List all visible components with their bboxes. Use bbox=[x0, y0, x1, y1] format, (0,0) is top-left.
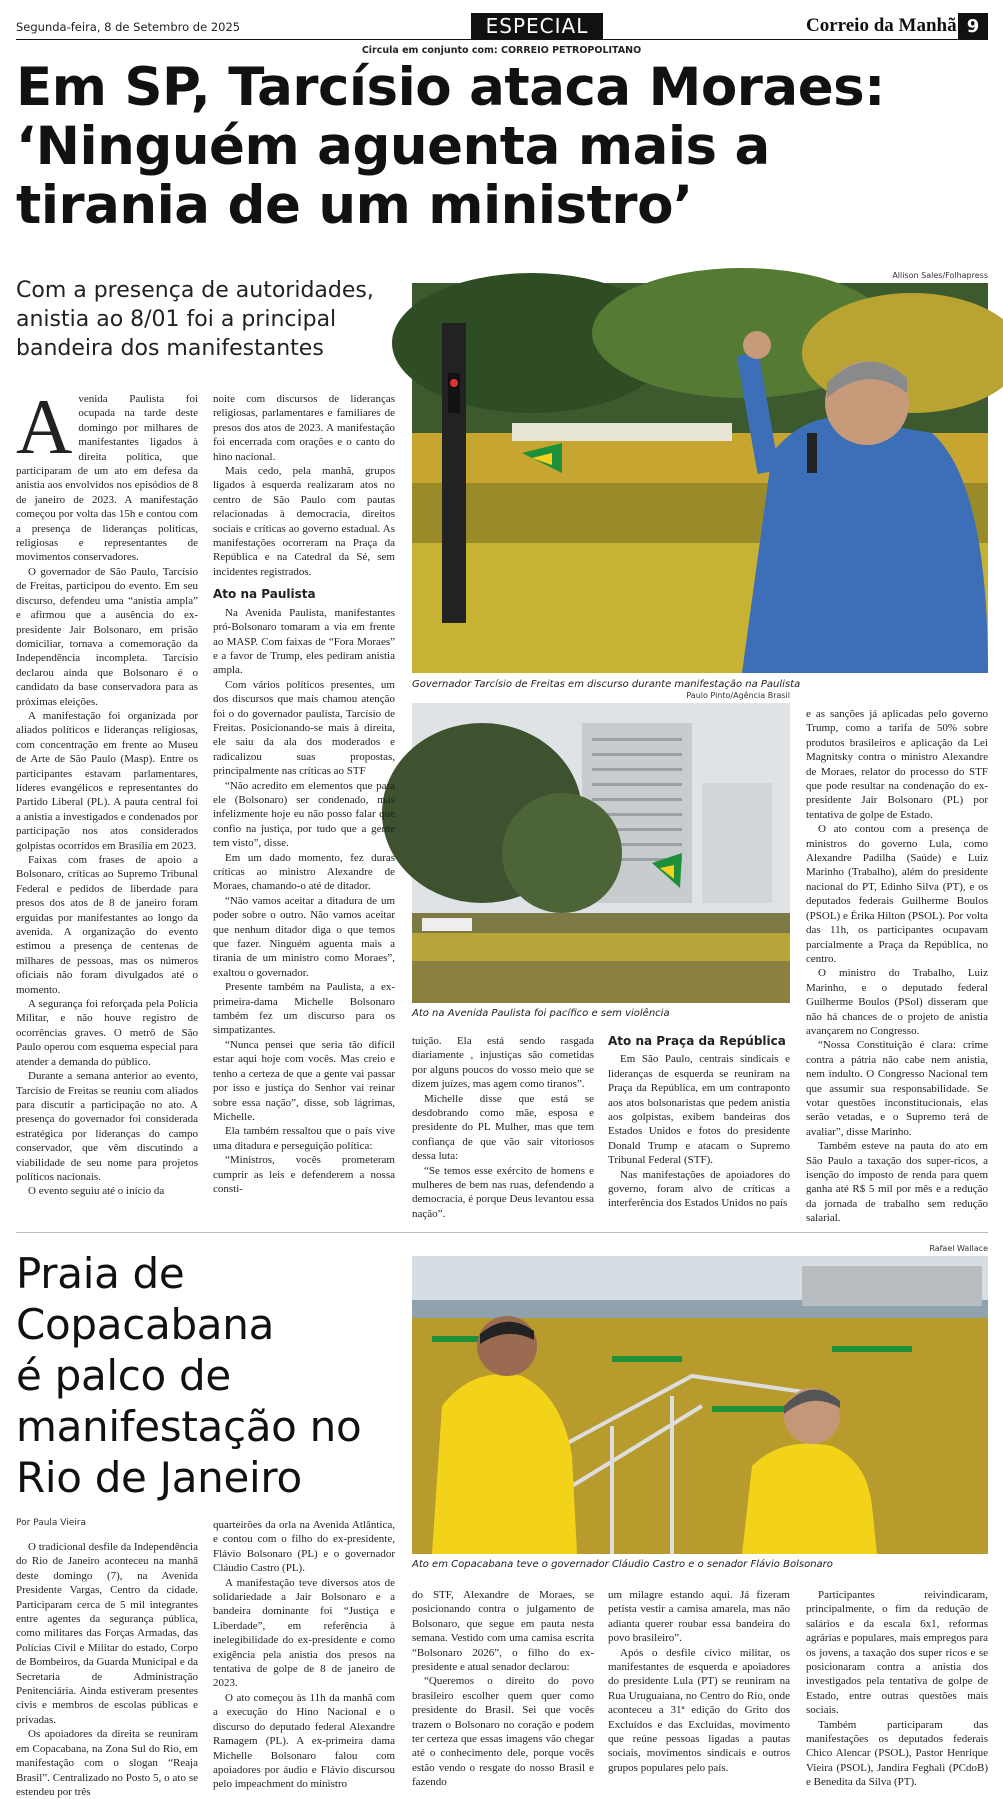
headline-2-line-1: Praia de bbox=[16, 1249, 185, 1298]
headline-1-line-3: tirania de um ministro’ bbox=[16, 175, 693, 236]
story1-column-5 bbox=[806, 707, 988, 1225]
story1-column-1 bbox=[16, 383, 198, 1218]
paragraph: “Nossa Constituição é clara: crime contra a pátria não cabe nem anistia, nem indulto. O Congresso Nacional tem que assumir sua responsabilidade. Se votar questões inconstitucionais, elas serão vetadas, e o Supremo terá de avaliar”, disse Marinho. bbox=[806, 1039, 988, 1138]
paragraph: quarteirões da orla na Avenida Atlântica, e contou com o filho do ex-presidente, Flávio Bolsonaro (PL) e o governador Cláudio Castro (PL). bbox=[213, 1519, 395, 1575]
paragraph: “Queremos o direito do povo brasileiro escolher quem quer como presidente do Brasil. Sei que vocês trazem o Bolsonaro no coração e podem ter certeza que essas imagens vão chegar até o conhecimento dele, porque vocês estão vendo o resgate do nosso Brasil e fazendo bbox=[412, 1675, 594, 1789]
paragraph: Em um dado momento, fez duras críticas ao ministro Alexandre de Moraes, chamando-o até de ditador. bbox=[213, 851, 395, 893]
story1-column-3 bbox=[412, 1034, 594, 1218]
paragraph: Em São Paulo, centrais sindicais e lideranças de esquerda se reuniram na Praça da República, em um contraponto aos atos bolsonaristas que pedem anistia aos golpistas, exibem bandeiras dos Estados Unidos e fotos do presidente Donald Trump e atacam o Supremo Tribunal Federal (STF). bbox=[608, 1053, 790, 1167]
paragraph: Participantes reivindicaram, principalmente, o fim da redução de salários e da escala 6x1, reformas agrárias e populares, mais empregos para os jovens, a taxação dos super ricos e se posicionaram contra a anistia dos investigados pela tentativa de golpe de Estado, entre outras questões mais sociais. bbox=[806, 1589, 988, 1717]
paragraph: Durante a semana anterior ao evento, Tarcísio de Freitas se reuniu com aliados para discutir a participação no ato. A presença do governador foi considerada estratégica por lideranças do campo conservador, que vêm discutindo a viabilidade de seu nome para projetos políticos nacionais. bbox=[16, 1070, 198, 1183]
paragraph: Presente também na Paulista, a ex-primeira-dama Michelle Bolsonaro também fez um discurso para os simpatizantes. bbox=[213, 981, 395, 1037]
paragraph: Também participaram das manifestações os deputados federais Chico Alencar (PSOL), Pastor Henrique Vieira (PSOL), Jandira Feghali (PCdoB) e Benedita da Silva (PT). bbox=[806, 1718, 988, 1789]
paragraph: O evento seguiu até o início da bbox=[28, 1185, 165, 1198]
paragraph: tuição. Ela está sendo rasgada diariamente , injustiças são cometidas por alguns poucos do vosso meio que se dizem juízes, mas agem como tiranos”. bbox=[412, 1035, 594, 1091]
headline-1-line-2: ‘Ninguém aguenta mais a bbox=[16, 116, 770, 177]
photo-credit: Rafael Wallace bbox=[929, 1244, 988, 1253]
story2-column-2 bbox=[213, 1518, 395, 1792]
paragraph: “Nunca pensei que seria tão difícil estar aqui hoje com vocês. Mas creio e tenho a certeza de que a gente vai passar por isso e justiça do Senhor vai reinar sobre essa nação”, disse, sob lágrimas, Michelle. bbox=[213, 1038, 395, 1123]
paragraph: Nas manifestações de apoiadores do governo, foram alvo de críticas a interferência dos Estados Unidos no país bbox=[608, 1168, 790, 1210]
paragraph: “Não vamos aceitar a ditadura de um poder sobre o outro. Não vamos aceitar que nenhum ditador diga o que temos que fazer. Ninguém aguenta mais a tirania de um ministro como Moraes”, exaltou o governador. bbox=[213, 894, 395, 979]
paragraph: Mais cedo, pela manhã, grupos ligados à esquerda realizaram atos no centro de São Paulo com pautas relacionadas à democracia, direitos sociais e críticas ao governo estadual. As manifestações ocorreram na Praça da República e na Catedral da Sé, sem incidentes registrados. bbox=[213, 465, 395, 578]
paragraph: Com vários políticos presentes, um dos discursos que mais chamou atenção foi o do governador paulista, Tarcísio de Freitas. Posicionando-se mais à direita, ele saiu da ala dos moderados e radicalizou suas propostas, principalmente nas críticas ao STF bbox=[213, 678, 395, 778]
byline: Por Paula Vieira bbox=[16, 1518, 87, 1528]
paragraph: Após o desfile cívico militar, os manifestantes de esquerda e apoiadores do presidente Lula (PT) se reuniram na Rua Uruguaiana, no Centro do Rio, onde aconteceu a 31ª edição do Grito dos Excluídos e das Excluídas, movimento que reúne pessoas ligadas a pautas sociais, movimentos sindicais e outros grupos populares pelo país. bbox=[608, 1646, 790, 1774]
subheading: Ato na Paulista bbox=[213, 587, 316, 602]
paragraph: e as sanções já aplicadas pelo governo Trump, como a tarifa de 50% sobre produtos brasileiros e aplicação da Lei Magnitsky contra o ministro Alexandre de Moraes, relator do processo do STF que pode resultar na condenação do ex-presidente Jair Bolsonaro (PL) por tentativa de golpe de Estado. bbox=[806, 708, 988, 821]
photo-caption: Ato em Copacabana teve o governador Cláudio Castro e o senador Flávio Bolsonaro bbox=[412, 1559, 833, 1570]
paragraph: O tradicional desfile da Independência do Rio de Janeiro aconteceu na manhã deste domingo (7), na Avenida Presidente Vargas, Centro da cidade. Participaram cerca de 5 mil integrantes entre agentes da segurança pública, como militares das Forças Armadas, das Polícias Civil e Militar do estado, Corpo de Bombeiros, da Guarda Municipal e da Secretaria de Administração Penitenciária. Ainda estiveram presentes civis e membros de escolas públicas e privadas. bbox=[16, 1541, 198, 1726]
story2-column-5 bbox=[806, 1588, 988, 1792]
story1-column-4 bbox=[608, 1030, 790, 1218]
masthead: Correio da Manhã bbox=[806, 15, 957, 36]
story-divider bbox=[16, 1232, 988, 1233]
paragraph: venida Paulista foi ocupada na tarde deste domingo por milhares de manifestantes ligados à direita política, que participaram de um ato em defesa da anistia aos envolvidos nos episódios de 8 de janeiro de 2023. A manifestação começou por volta das 15h e contou com a presença de lideranças políticas, religiosas e representantes de movimentos conservadores. bbox=[16, 393, 198, 564]
page-date: Segunda-feira, 8 de Setembro de 2025 bbox=[16, 20, 241, 34]
paragraph: Faixas com frases de apoio a Bolsonaro, críticas ao Supremo Tribunal Federal e pedidos de liberdade para presos dos atos de 8 de janeiro foram erguidas por manifestantes ao longo da avenida. A organização do evento estimou a presença de centenas de milhares de pessoas, mas os números oficiais não foram divulgados até o momento. bbox=[16, 854, 198, 996]
paragraph: Também esteve na pauta do ato em São Paulo a taxação dos super-ricos, a isenção do imposto de renda para quem ganha até R$ 5 mil por mês e a redução da jornada de trabalho sem redução salarial. bbox=[806, 1140, 988, 1225]
headline-2-line-5: Rio de Janeiro bbox=[16, 1453, 302, 1502]
paragraph: A manifestação teve diversos atos de solidariedade a Jair Bolsonaro e a bandeira dominante foi “Justiça e Liberdade”, em referência à inelegibilidade do ex-presidente e como exigência pela anistia dos presos na tentativa de golpe de 8 de janeiro de 2023. bbox=[213, 1576, 395, 1690]
headline-2 bbox=[16, 1248, 406, 1503]
headline-2-line-3: é palco de bbox=[16, 1351, 231, 1400]
paragraph: “Ministros, vocês prometeram cumprir as leis e defenderem a nossa consti- bbox=[213, 1154, 395, 1195]
photo-copacabana bbox=[412, 1256, 988, 1554]
photo-caption: Ato na Avenida Paulista foi pacífico e sem violência bbox=[412, 1008, 670, 1019]
paragraph: O ministro do Trabalho, Luiz Marinho, e o deputado federal Guilherme Boulos (PSol) disseram que não há chances de o projeto de anistia avançarem no Congresso. bbox=[806, 967, 988, 1037]
paragraph: O ato contou com a presença de ministros do governo Lula, como Alexandre Padilha (Saúde) e Luiz Marinho (Trabalho), além do presidente nacional do PT, Edinho Silva (PT), e os deputados federais Guilherme Boulos (PSOL) e Érika Hilton (PSOL). Por volta das 11h, os participantes ocupavam parcialmente a Praça da República, no centro. bbox=[806, 823, 988, 965]
section-label: ESPECIAL bbox=[471, 13, 603, 39]
paragraph: A segurança foi reforçada pela Polícia Militar, e não houve registro de ocorrências graves. O metrô de São Paulo operou com esquema especial para atender a demanda do público. bbox=[16, 998, 198, 1068]
paragraph: noite com discursos de lideranças religiosas, parlamentares e familiares de presos dos atos de 2023. A manifestação foi encerrada com orações e o canto do hino nacional. bbox=[213, 393, 395, 463]
photo-credit: Allison Sales/Folhapress bbox=[892, 271, 988, 280]
paragraph: A manifestação foi organizada por aliados políticos e lideranças religiosas, com concentração em frente ao Museu de Arte de São Paulo (Masp). Entre os participantes estavam parlamentares, líderes evangélicos e representantes do Partido Liberal (PL). A pauta central foi a anistia a investigados e condenados por participação nos atos considerados golpistas ocorridos em Brasília em 2023. bbox=[16, 709, 198, 852]
headline-2-line-2: Copacabana bbox=[16, 1300, 275, 1349]
circulation-note: Circula em conjunto com: CORREIO PETROPOLITANO bbox=[361, 45, 642, 56]
subheading: Ato na Praça da República bbox=[608, 1034, 786, 1048]
header-rule bbox=[16, 39, 988, 40]
story2-column-1 bbox=[16, 1540, 198, 1798]
paragraph: “Não acredito em elementos que para ele (Bolsonaro) ser condenado, mas infelizmente hoje eu não posso falar que confio na justiça, por tudo que a gente tem visto”, disse. bbox=[213, 779, 395, 850]
paragraph: O ato começou às 11h da manhã com a execução do Hino Nacional e o discurso do deputado federal Alexandre Ramagem (PL). A ex-primeira dama Michelle Bolsonaro falou com apoiadores por áudio e Flávio discursou pelo impeachment do ministro bbox=[213, 1691, 395, 1791]
headline-1-line-1: Em SP, Tarcísio ataca Moraes: bbox=[16, 57, 885, 118]
drop-cap: A bbox=[16, 383, 73, 470]
headline-1 bbox=[16, 58, 885, 235]
photo-credit: Paulo Pinto/Agência Brasil bbox=[686, 691, 790, 700]
paragraph: Ela também ressaltou que o país vive uma ditadura e perseguição política: bbox=[213, 1125, 395, 1152]
photo-paulista-crowd bbox=[412, 703, 790, 1003]
headline-2-line-4: manifestação no bbox=[16, 1402, 362, 1451]
deck: Com a presença de autoridades, anistia ao 8/01 foi a principal bandeira dos manifestantes bbox=[16, 278, 374, 361]
page-number: 9 bbox=[958, 13, 988, 40]
story1-column-2 bbox=[213, 392, 395, 1218]
paragraph: um milagre estando aqui. Já fizeram petista vestir a camisa amarela, mas não adianta querer roubar essa bandeira do povo brasileiro”. bbox=[608, 1589, 790, 1645]
story2-column-4 bbox=[608, 1588, 790, 1792]
paragraph: “Se temos esse exército de homens e mulheres de bem nas ruas, defendendo a democracia, é porque Deus levantou essa nação”. bbox=[412, 1164, 594, 1220]
photo-tarcisio-speech bbox=[412, 283, 988, 673]
photo-caption: Governador Tarcísio de Freitas em discurso durante manifestação na Paulista bbox=[412, 679, 801, 690]
paragraph: Os apoiadores da direita se reuniram em Copacabana, na Zona Sul do Rio, em manifestação com o slogan “Reaja Brasil”. Centralizado no Posto 5, o ato se estendeu por três bbox=[16, 1728, 198, 1798]
paragraph: Na Avenida Paulista, manifestantes pró-Bolsonaro tomaram a via em frente ao MASP. Com faixas de “Fora Moraes” e a favor de Trump, eles pediram anistia ampla. bbox=[213, 606, 395, 677]
paragraph: O governador de São Paulo, Tarcísio de Freitas, participou do evento. Em seu discurso, defendeu uma “anistia ampla” e afirmou que a ausência do ex-presidente Jair Bolsonaro, em prisão domiciliar, tornava a comemoração da Independência incompleta. Tarcísio declarou ainda que Bolsonaro é o candidato da base conservadora para as próximas eleições. bbox=[16, 565, 198, 708]
paragraph: Michelle disse que está se desdobrando como mãe, esposa e presidente do PL Mulher, mas que tem confiança de que vão sair vitoriosos dessa luta: bbox=[412, 1092, 594, 1163]
paragraph: do STF, Alexandre de Moraes, se posicionando contra o julgamento de Bolsonaro, que segue em pauta nesta semana. Vestido com uma camisa escrita “Bolsonaro 2026”, o filho do ex-presidente e atual senador declarou: bbox=[412, 1589, 594, 1674]
story2-column-3 bbox=[412, 1588, 594, 1792]
